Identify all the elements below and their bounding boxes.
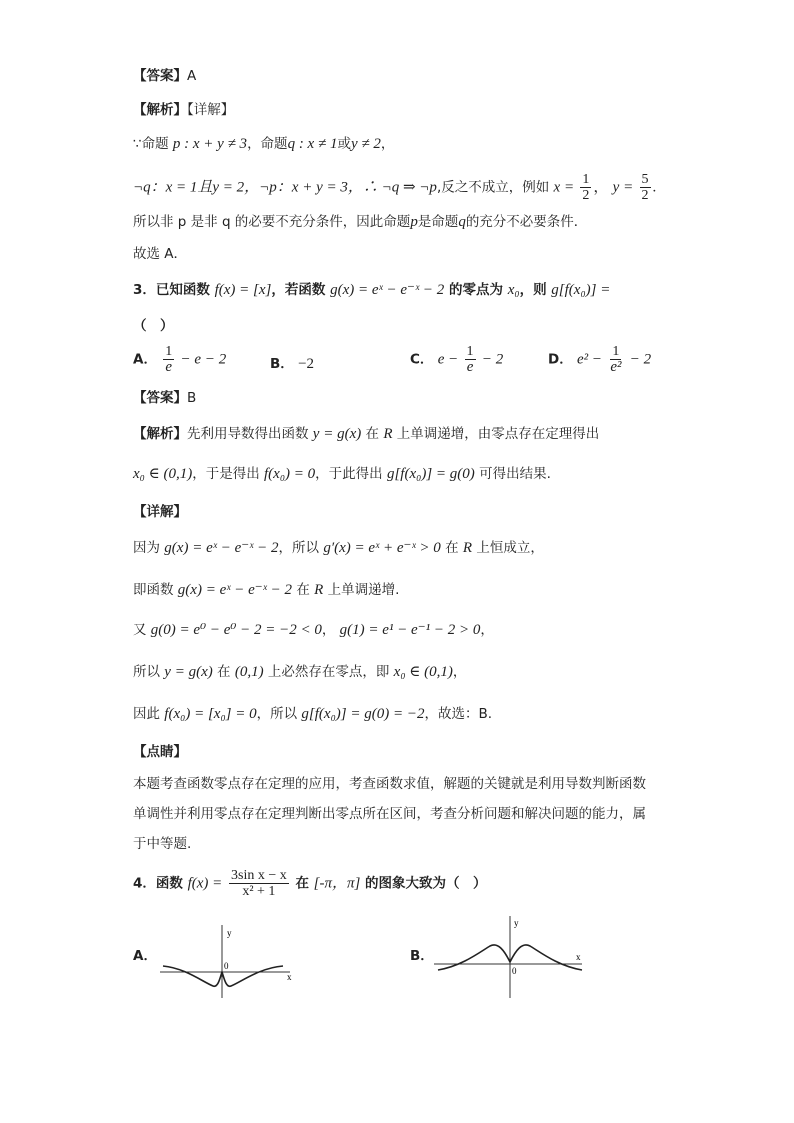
q3-stem: [133, 280, 610, 300]
q3-answer: [133, 388, 196, 408]
math: e −: [437, 351, 459, 368]
math: R: [462, 540, 473, 556]
text: ，于是得出: [192, 466, 260, 482]
text: ，若函数: [271, 282, 326, 298]
math: p: [410, 214, 418, 230]
text: 已知函数: [155, 282, 210, 298]
math: g(x) = eˣ − e⁻ˣ − 2: [164, 540, 279, 556]
math: y =: [612, 179, 634, 196]
q4-option-a-graph: [155, 920, 305, 1000]
text: 因此: [133, 706, 160, 722]
q4-option-b-label: [410, 944, 434, 964]
numerator: 5: [641, 172, 649, 187]
text: 的图象大致为（ ）: [365, 875, 487, 892]
q3-detail-header: [133, 502, 187, 522]
numerator: 1: [165, 344, 173, 359]
text: 又: [133, 622, 147, 638]
analysis-tag: 【解析】: [133, 426, 187, 442]
text: 在: [296, 582, 310, 598]
detail-tag: 【详解】: [133, 504, 187, 520]
q3-comment-line-2: [133, 804, 646, 824]
text: 上必然存在零点，即: [267, 664, 390, 680]
text: 在: [217, 664, 231, 680]
math: g(x) = eˣ − e⁻ˣ − 2: [330, 282, 445, 298]
numerator: 1: [582, 172, 590, 187]
q3-paren: [133, 316, 174, 336]
option-letter: B．: [270, 356, 294, 372]
math: f(x₀) = 0: [264, 466, 316, 482]
numerator: 1: [612, 344, 620, 359]
text: 上恒成立，: [476, 540, 544, 556]
numerator: 3sin x − x: [231, 868, 287, 883]
option-letter: C．: [410, 351, 434, 368]
text: ，: [452, 664, 467, 680]
math: (0,1): [234, 664, 264, 680]
q3-option-a: [133, 344, 226, 375]
text: ，: [593, 179, 609, 196]
q3-option-b: [270, 352, 314, 373]
q3-comment-line-1: [133, 774, 646, 794]
math: g(x) = eˣ − e⁻ˣ − 2: [177, 582, 293, 598]
math: − e − 2: [180, 351, 227, 368]
text: 于中等题.: [133, 836, 192, 852]
text: 所以非 p 是非 q 的必要不充分条件，因此命题: [133, 214, 411, 230]
q3-analysis-line-1: [133, 424, 599, 444]
text: 先利用导数得出函数: [187, 426, 309, 442]
text: 在: [365, 426, 380, 442]
text: 上单调递增.: [327, 582, 400, 598]
text: ，故选：B.: [424, 706, 493, 722]
q2-detail-line-4: [133, 244, 187, 264]
text: 在: [445, 540, 459, 556]
answer-blank: （ ）: [133, 318, 174, 334]
text: ，: [480, 622, 494, 638]
text: .: [652, 179, 657, 196]
text: 是命题: [417, 214, 459, 230]
y-label: y: [227, 928, 232, 938]
text: 即函数: [133, 582, 174, 598]
q4-option-a-label: [133, 944, 157, 964]
x-label: x: [576, 952, 581, 962]
option-letter: A．: [133, 351, 157, 368]
denominator: x² + 1: [242, 884, 276, 899]
text: 所以: [133, 664, 160, 680]
fraction: [640, 172, 651, 203]
fraction: [608, 344, 623, 375]
denominator: e²: [610, 359, 622, 375]
text: 的零点为: [449, 282, 504, 298]
math: x₀ ∈ (0,1): [393, 664, 453, 680]
fraction: [229, 868, 289, 899]
denominator: e: [165, 359, 173, 375]
math: f(x) = [x]: [214, 282, 272, 298]
math: g(1) = e¹ − e⁻¹ − 2 > 0: [339, 622, 481, 638]
text: ，: [321, 622, 336, 638]
denominator: e: [466, 359, 474, 375]
q3-detail-line-2: [133, 580, 399, 600]
origin-label: 0: [512, 966, 517, 976]
q3-analysis-line-2: [133, 464, 551, 484]
math: g(0) = e⁰ − e⁰ − 2 = −2 < 0: [150, 622, 322, 638]
math: [-π，π]: [313, 875, 361, 892]
numerator: 1: [466, 344, 474, 359]
q2-answer: [133, 66, 196, 86]
text: 或: [337, 136, 351, 152]
text: ，命题: [247, 136, 288, 152]
q3-detail-line-4: [133, 662, 466, 682]
q2-detail-line-1: [133, 134, 394, 154]
text: 本题考查函数零点存在定理的应用，考查函数求值，解题的关键就是利用导数判断函数: [133, 776, 646, 792]
text: 函数: [155, 875, 183, 892]
curve: [163, 966, 283, 986]
answer-tag: 【答案】: [133, 68, 187, 84]
y-label: y: [514, 918, 519, 928]
math: f(x₀) = [x₀] = 0: [164, 706, 257, 722]
answer-value: A: [187, 68, 197, 84]
text: ，所以: [278, 540, 320, 556]
math: e² −: [577, 351, 603, 368]
text: ，则: [519, 282, 547, 298]
q3-detail-line-3: [133, 620, 494, 640]
answer-value: B: [187, 390, 197, 406]
fraction: [163, 344, 174, 375]
fraction: [580, 172, 591, 203]
q2-analysis-header: [133, 100, 234, 120]
detail-tag: 【详解】: [187, 102, 235, 118]
math: − 2: [481, 351, 504, 368]
option-letter: A．: [133, 948, 157, 964]
math: g[f(x₀)] = g(0) = −2: [301, 706, 425, 722]
q2-detail-line-2: [133, 172, 656, 203]
q4-stem: [133, 868, 487, 899]
math: p : x + y ≠ 3: [172, 136, 248, 152]
math: y ≠ 2: [350, 136, 381, 152]
option-letter: B．: [410, 948, 434, 964]
q3-comment-header: [133, 742, 187, 762]
answer-tag: 【答案】: [133, 390, 187, 406]
q3-detail-line-1: [133, 538, 544, 558]
option-letter: D．: [548, 351, 573, 368]
analysis-tag: 【解析】: [133, 102, 187, 118]
question-number: 4．: [133, 875, 156, 892]
text: ,反之不成立，例如: [436, 179, 550, 196]
q3-detail-line-5: [133, 704, 492, 724]
text: 故选 A．: [133, 246, 188, 262]
text: 在: [295, 875, 309, 892]
math: −2: [298, 356, 315, 372]
math: R: [383, 426, 393, 442]
denominator: 2: [582, 188, 590, 203]
x-label: x: [287, 972, 292, 982]
math: q : x ≠ 1: [287, 136, 338, 152]
math: f(x) =: [187, 875, 223, 892]
math: g[f(x₀)] = g(0): [386, 466, 475, 482]
q3-option-d: [548, 344, 651, 375]
math: x₀: [507, 282, 520, 298]
text: 单调性并利用零点存在定理判断出零点所在区间，考查分析问题和解决问题的能力，属: [133, 806, 646, 822]
math: q: [458, 214, 466, 230]
text: 上单调递增，由零点存在定理得出: [396, 426, 600, 442]
text: ，: [380, 136, 395, 152]
q3-comment-line-3: [133, 834, 191, 854]
comment-tag: 【点睛】: [133, 744, 187, 760]
math: x₀ ∈ (0,1): [133, 466, 193, 482]
q4-option-b-graph: [432, 912, 592, 1000]
math: ¬q：x = 1且y = 2，¬p：x + y = 3，∴ ¬q ⇒ ¬p: [133, 179, 437, 196]
math: y = g(x): [312, 426, 362, 442]
text: 可得出结果.: [479, 466, 551, 482]
math: R: [314, 582, 324, 598]
q3-option-c: [410, 344, 503, 375]
text: 因为: [133, 540, 160, 556]
question-number: 3．: [133, 282, 156, 298]
math: − 2: [629, 351, 652, 368]
math: x =: [553, 179, 575, 196]
denominator: 2: [641, 188, 649, 203]
text: 的充分不必要条件．: [465, 214, 588, 230]
q2-detail-line-3: [133, 212, 587, 232]
origin-label: 0: [224, 961, 229, 971]
math: g[f(x₀)] =: [551, 282, 611, 298]
math: g′(x) = eˣ + e⁻ˣ > 0: [323, 540, 441, 556]
fraction: [465, 344, 476, 375]
math: y = g(x): [164, 664, 213, 680]
text: ∵命题: [133, 136, 169, 152]
text: ，于此得出: [315, 466, 383, 482]
text: ，所以: [256, 706, 298, 722]
